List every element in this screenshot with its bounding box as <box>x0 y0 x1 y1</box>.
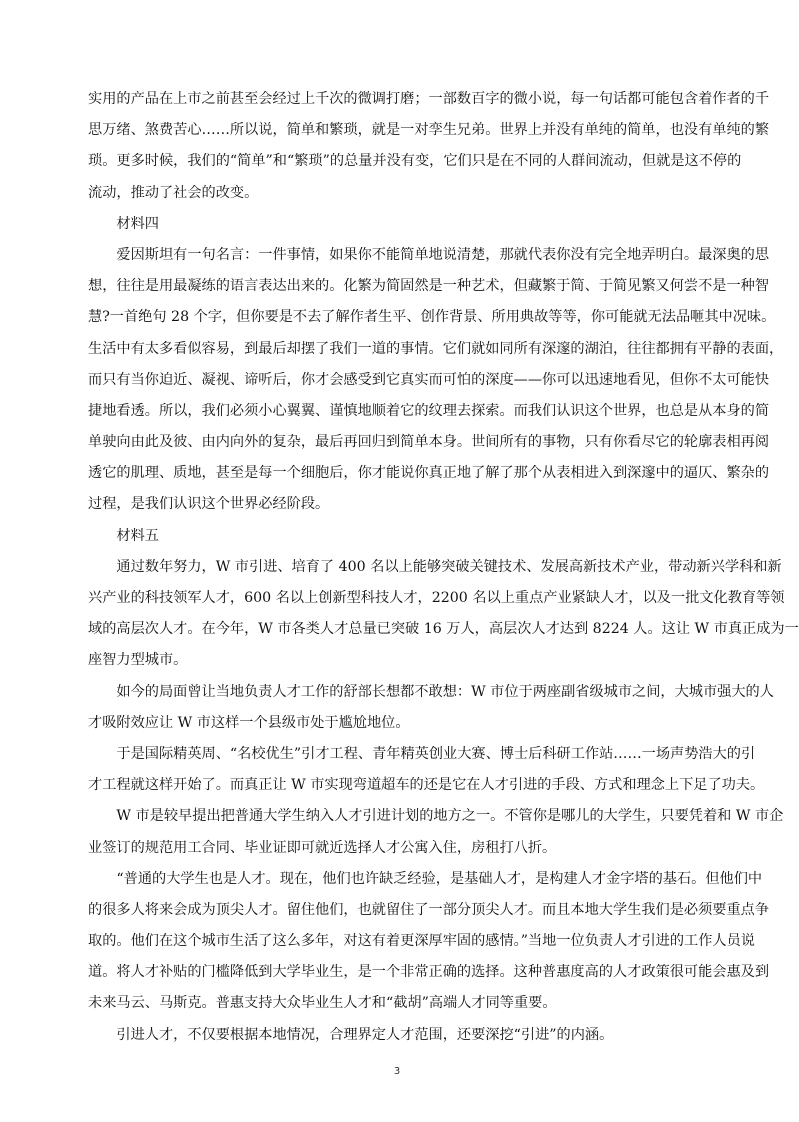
text-line: 的很多人将来会成为顶尖人才。留住他们，也就留住了一部分顶尖人才。而且本地大学生我们是必须要重点争 <box>88 901 770 918</box>
text-line: W 市是较早提出把普通大学生纳入人才引进计划的地方之一。不管你是哪儿的大学生，只要凭着和 W 市企 <box>88 808 784 825</box>
paragraph-2 <box>88 240 784 521</box>
paragraph-8 <box>88 1020 708 1051</box>
paragraph-1 <box>88 84 770 209</box>
text-line: 思万绪、煞费苦心……所以说，简单和繁琐，就是一对孪生兄弟。世界上并没有单纯的简单，也没有单纯的繁 <box>88 122 770 139</box>
text-line: 才工程就这样开始了。而真正让 W 市实现弯道超车的还是它在人才引进的手段、方式和理念上下足了功夫。 <box>88 777 765 794</box>
text-line: 如今的局面曾让当地负责人才工作的舒部长想都不敢想：W 市位于两座副省级城市之间，大城市强大的人 <box>88 683 774 700</box>
text-line: 捷地看透。所以，我们必须小心翼翼、谨慎地顺着它的纹理去探索。而我们认识这个世界，也总是从本身的简 <box>88 402 770 419</box>
text-line: 才吸附效应让 W 市这样一个县级市处于尴尬地位。 <box>88 714 410 731</box>
document-body <box>88 84 799 1051</box>
text-line: 业签订的规范用工合同、毕业证即可就近选择人才公寓入住，房租打八折。 <box>88 839 557 856</box>
text-line: 兴产业的科技领军人才，600 名以上创新型科技人才，2200 名以上重点产业紧缺人才，以及一批文化教育等领 <box>88 590 785 606</box>
text-line: 通过数年努力，W 市引进、培育了 400 名以上能够突破关键技术、发展高新技术产业，带动新兴学科和新 <box>88 558 782 575</box>
text-line: 实用的产品在上市之前甚至会经过上千次的微调打磨；一部数百字的微小说，每一句话都可能包含着作者的千 <box>88 91 770 107</box>
text-line: 透它的肌理、质地，甚至是每一个细胞后，你才能说你真正地了解了那个从表相进入到深邃中的逼仄、繁杂的 <box>88 465 770 482</box>
paragraph-5 <box>88 739 765 801</box>
text-line: 道。将人才补贴的门槛降低到大学毕业生，是一个非常正确的选择。这种普惠度高的人才政策很可能会惠及到 <box>88 964 770 981</box>
section-heading-material-5: 材料五 <box>88 527 159 544</box>
paragraph-6 <box>88 801 784 863</box>
text-line: 琐。更多时候，我们的“简单”和“繁琐”的总量并没有变，它们只是在不同的人群间流动，但就是这不停的 <box>88 153 742 170</box>
text-line: 慧?一首绝句 28 个字，但你要是不去了解作者生平、创作背景、所用典故等等，你可能就无法品咂其中况味。 <box>88 309 776 326</box>
text-line: 而只有当你迫近、凝视、谛听后，你才会感受到它真实而可怕的深度——你可以迅速地看见，但你不太可能快 <box>88 371 770 388</box>
text-line: 过程，是我们认识这个世界必经阶段。 <box>88 496 330 513</box>
text-line: 引进人才，不仅要根据本地情况，合理界定人才范围，还要深挖“引进”的内涵。 <box>88 1026 614 1043</box>
text-line: 生活中有太多看似容易，到最后却摆了我们一道的事情。它们就如同所有深邃的湖泊，往往都拥有平静的表面， <box>88 340 784 357</box>
paragraph-3 <box>88 552 799 677</box>
text-line: 单驶向由此及彼、由内向外的复杂，最后再回归到简单本身。世间所有的事物，只有你看尽它的轮廓表相再阅 <box>88 434 770 451</box>
text-line: 于是国际精英周、“名校优生”引才工程、青年精英创业大赛、博士后科研工作站……一场声势浩大的引 <box>88 745 756 762</box>
paragraph-7 <box>88 864 770 1020</box>
text-line: 取的。他们在这个城市生活了这么多年，对这有着更深厚牢固的感情。”当地一位负责人才引进的工作人员说 <box>88 933 755 950</box>
section-heading-material-4: 材料四 <box>88 215 159 232</box>
text-line: 爱因斯坦有一句名言：一件事情，如果你不能简单地说清楚，那就代表你没有完全地弄明白。最深奥的思 <box>88 246 770 263</box>
text-line: 未来马云、马斯克。普惠支持大众毕业生人才和“截胡”高端人才同等重要。 <box>88 995 557 1012</box>
paragraph-4 <box>88 677 774 739</box>
text-line: 域的高层次人才。在今年，W 市各类人才总量已突破 16 万人，高层次人才达到 8224 人。这让 W 市真正成为一 <box>88 621 799 638</box>
page-number: 3 <box>393 1066 401 1077</box>
text-line: 座智力型城市。 <box>88 652 188 669</box>
text-line: 想，往往是用最凝练的语言表达出来的。化繁为简固然是一种艺术，但藏繁于简、于简见繁又何尝不是一种智 <box>88 278 770 295</box>
text-line: 流动，推动了社会的改变。 <box>88 184 259 201</box>
text-line: “普通的大学生也是人才。现在，他们也许缺乏经验，是基础人才，是构建人才金字塔的基石。但他们中 <box>88 870 763 887</box>
